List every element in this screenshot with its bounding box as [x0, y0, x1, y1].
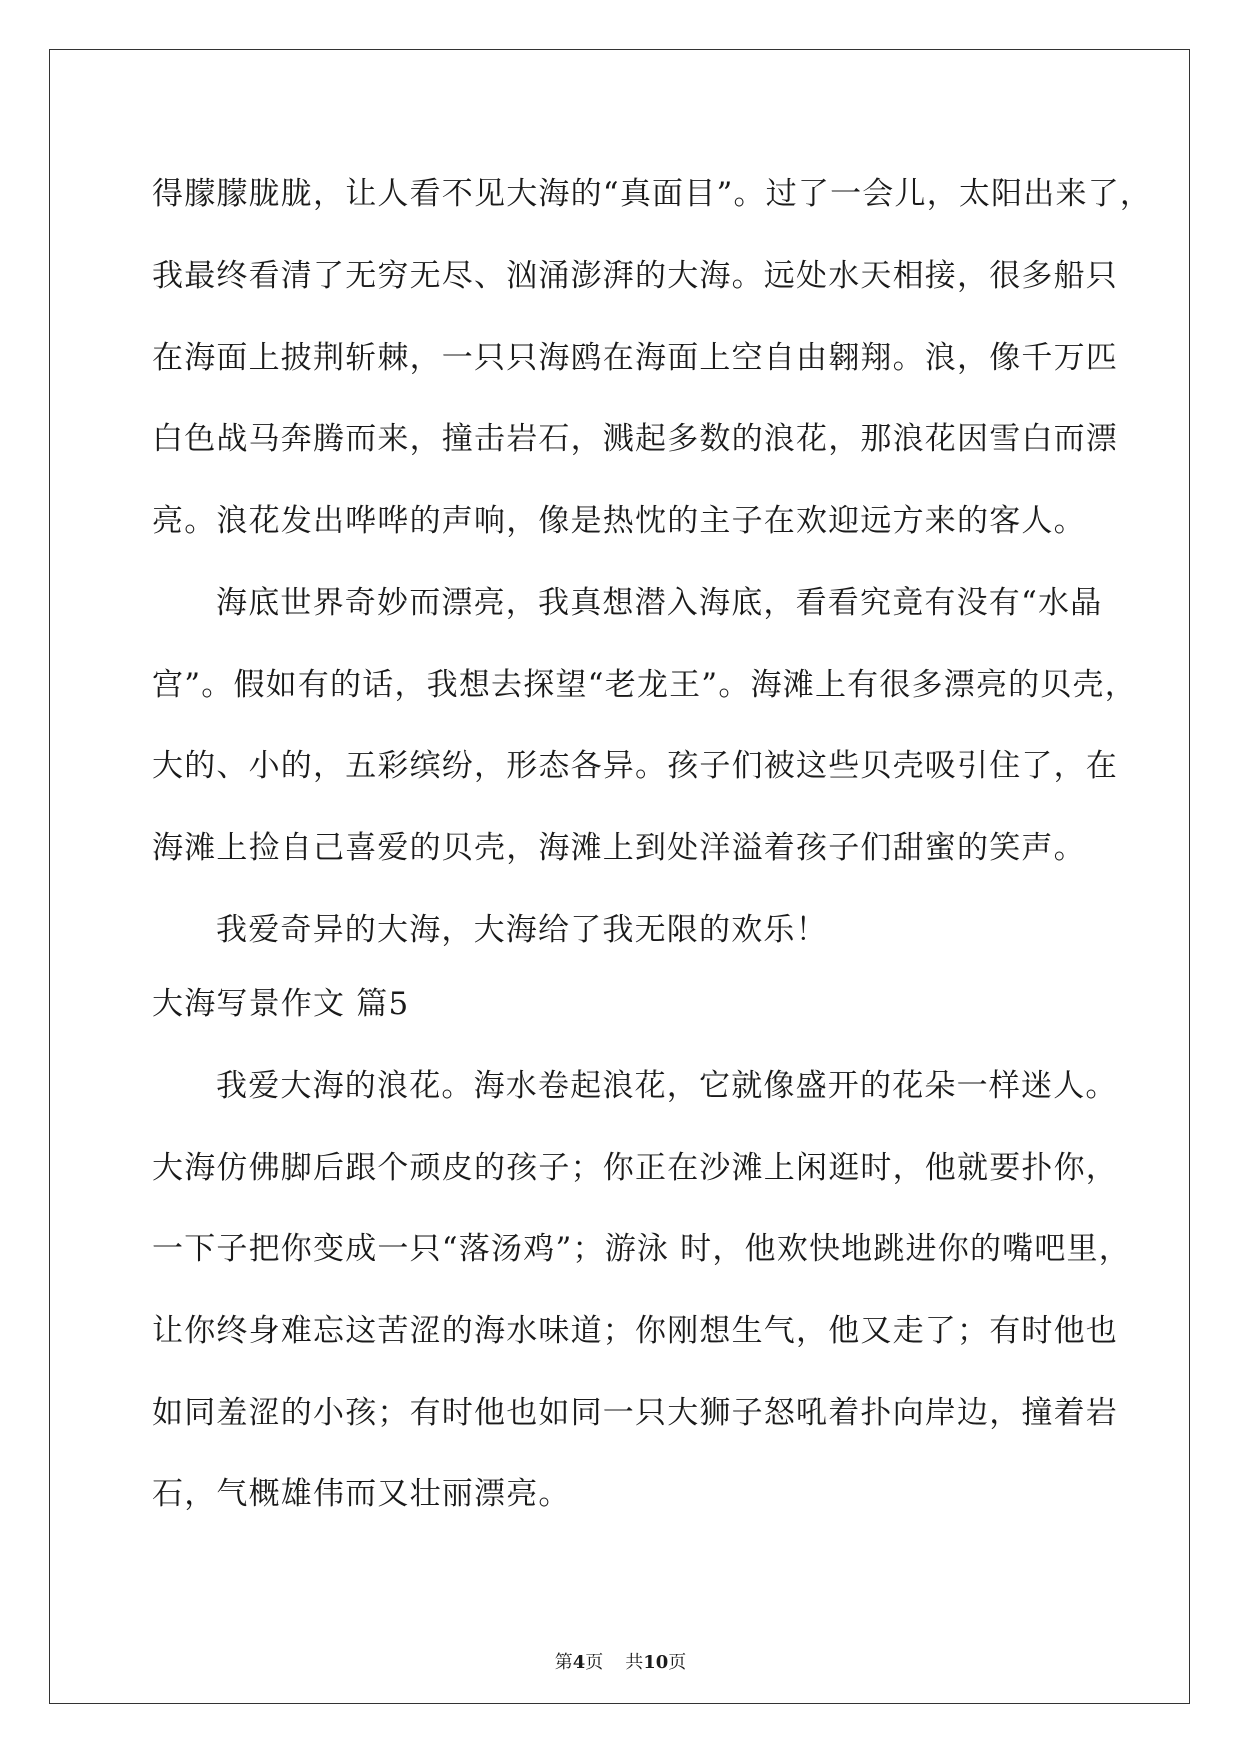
text-line: 让你终身难忘这苦涩的海水味道；你刚想生气，他又走了；有时他也	[152, 1313, 1118, 1349]
paragraph-first-line: 海底世界奇妙而漂亮，我真想潜入海底，看看究竟有没有“水晶	[216, 585, 1103, 621]
page-number-prefix: 第	[554, 1652, 573, 1673]
text-line: 海滩上捡自己喜爱的贝壳，海滩上到处洋溢着孩子们甜蜜的笑声。	[152, 830, 1086, 866]
text-line: 在海面上披荆斩棘，一只只海鸥在海面上空自由翱翔。浪，像千万匹	[152, 340, 1118, 376]
page-number-current: 4	[572, 1652, 586, 1673]
page-footer	[0, 1652, 1241, 1674]
text-line: 如同羞涩的小孩；有时他也如同一只大狮子怒吼着扑向岸边，撞着岩	[152, 1395, 1118, 1431]
text-line: 亮。浪花发出哗哗的声响，像是热忱的主子在欢迎远方来的客人。	[152, 503, 1086, 539]
page-total-prefix: 共	[625, 1652, 644, 1673]
text-line: 白色战马奔腾而来，撞击岩石，溅起多数的浪花，那浪花因雪白而漂	[152, 421, 1118, 457]
paragraph-first-line: 我爱大海的浪花。海水卷起浪花，它就像盛开的花朵一样迷人。	[216, 1068, 1118, 1104]
page-total-suffix: 页	[668, 1652, 687, 1673]
page-number-total: 10	[643, 1652, 669, 1673]
text-line: 大的、小的，五彩缤纷，形态各异。孩子们被这些贝壳吸引住了，在	[152, 748, 1118, 784]
page-border	[49, 49, 1190, 1704]
text-line: 宫”。假如有的话，我想去探望“老龙王”。海滩上有很多漂亮的贝壳，	[152, 667, 1137, 703]
text-line: 一下子把你变成一只“落汤鸡”；游泳 时，他欢快地跳进你的嘴吧里，	[152, 1231, 1131, 1267]
section-heading: 大海写景作文 篇5	[152, 986, 410, 1022]
text-line: 石，气概雄伟而又壮丽漂亮。	[152, 1476, 571, 1512]
text-line: 大海仿佛脚后跟个顽皮的孩子；你正在沙滩上闲逛时，他就要扑你，	[152, 1150, 1118, 1186]
paragraph-first-line: 我爱奇异的大海，大海给了我无限的欢乐！	[216, 912, 828, 948]
text-line: 得朦朦胧胧，让人看不见大海的“真面目”。过了一会儿，太阳出来了，	[152, 176, 1153, 212]
text-line: 我最终看清了无穷无尽、汹涌澎湃的大海。远处水天相接，很多船只	[152, 258, 1118, 294]
page-number-suffix: 页	[585, 1652, 604, 1673]
